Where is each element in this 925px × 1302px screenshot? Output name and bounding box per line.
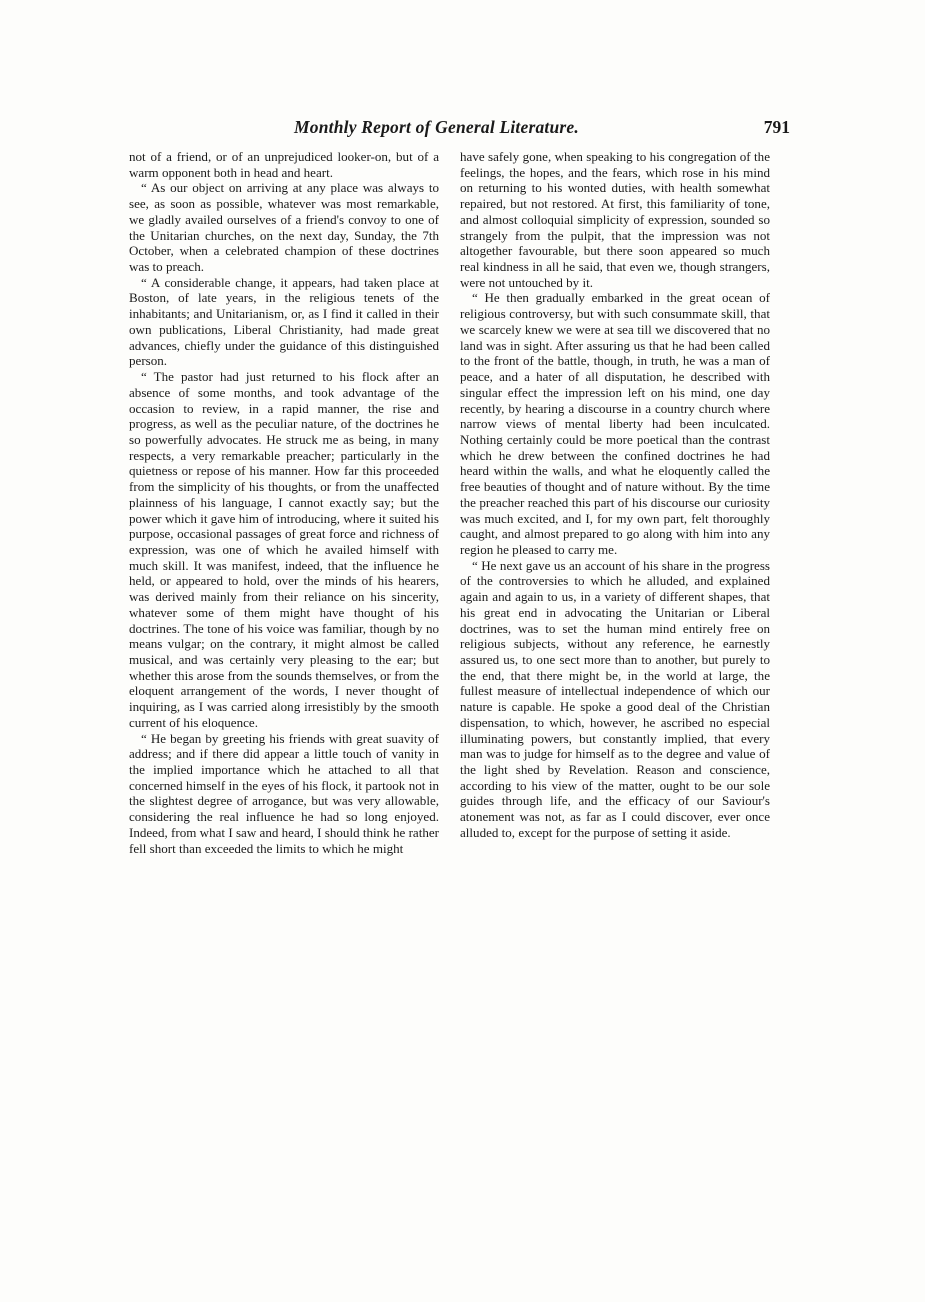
running-title: Monthly Report of General Literature. xyxy=(294,117,579,137)
page-number: 791 xyxy=(763,117,790,137)
paragraph: “ He next gave us an account of his share in the progress of the controversies to which he alluded, and explained again and again to us, in a variety of different shapes, that his great end in advocating the Unitarian or Liberal doctrines, was to set the human mind entirely free on religious subjects, without any reference, he earnestly assured us, to one sect more than to another, but purely to the end, that there might be, in the world at large, the fullest measure of intellectual independence of which our nature is capable. He spoke a good deal of the Christian dispensation, to which, however, he ascribed no especial illuminating powers, but constantly implied, that every man was to judge for himself as to the degree and value of the light shed by Revelation. Reason and conscience, according to his view of the matter, ought to be our sole guides through life, and the efficacy of our Saviour's atonement was not, as far as I could discover, ever once alluded to, except for the purpose of setting it aside. xyxy=(460,557,770,840)
paragraph: “ He began by greeting his friends with great suavity of address; and if there did appear a little touch of vanity in the implied importance which he attached to all that concerned himself in the eyes of his flock, it partook not in the slightest degree of arrogance, but was very allowable, considering the real influence he had so long enjoyed. Indeed, from what I saw and heard, I should think he rather fell short than exceeded the limits to which he might xyxy=(129,730,439,856)
paragraph: not of a friend, or of an unprejudiced looker-on, but of a warm opponent both in head and heart. xyxy=(129,149,439,180)
running-head xyxy=(130,117,790,137)
paragraph: “ He then gradually embarked in the great ocean of religious controversy, but with such consummate skill, that we scarcely knew we were at sea till we discovered that no land was in sight. After assuring us that he had been called to the front of the battle, though, in truth, he was a man of peace, and a hater of all disputation, he described with singular effect the impression left on his mind, one day recently, by hearing a discourse in a country church where narrow views of mental liberty had been inculcated. Nothing certainly could be more poetical than the contrast which he drew between the confined doctrines he had heard within the walls, and what he eloquently called the free beauties of thought and of nature without. By the time the preacher reached this part of his discourse our curiosity was much excited, and I, for my own part, felt thoroughly caught, and almost prepared to go along with him into any region he pleased to carry me. xyxy=(460,290,770,557)
left-column xyxy=(129,149,439,856)
right-column xyxy=(460,149,770,841)
paragraph: have safely gone, when speaking to his congregation of the feelings, the hopes, and the fears, which rose in his mind on returning to his wonted duties, with health somewhat repaired, but not restored. At first, this familiarity of tone, and almost colloquial simplicity of expression, sounded so strangely from the pulpit, that the impression was not altogether favourable, but there soon appeared so much real kindness in all he said, that even we, though strangers, were not untouched by it. xyxy=(460,149,770,290)
paragraph: “ As our object on arriving at any place was always to see, as soon as possible, whatever was most remarkable, we gladly availed ourselves of a friend's convoy to one of the Unitarian churches, on the next day, Sunday, the 7th October, when a celebrated champion of these doctrines was to preach. xyxy=(129,180,439,275)
paragraph: “ A considerable change, it appears, had taken place at Boston, of late years, in the religious tenets of the inhabitants; and Unitarianism, or, as I find it called in their own publications, Liberal Christianity, had made great advances, chiefly under the guidance of this distinguished person. xyxy=(129,274,439,369)
paragraph: “ The pastor had just returned to his flock after an absence of some months, and took advantage of the occasion to review, in a rapid manner, the rise and progress, as well as the peculiar nature, of the doctrines he so powerfully advocates. He struck me as being, in many respects, a very remarkable preacher; particularly in the quietness or repose of his manner. How far this proceeded from the simplicity of his thoughts, or from the unaffected plainness of his language, I cannot exactly say; but the power which it gave him of introducing, where it suited his purpose, occasional passages of great force and richness of expression, was one of which he availed himself with much skill. It was manifest, indeed, that the influence he held, or appeared to hold, over the minds of his hearers, was derived mainly from their reliance on his sincerity, whatever some of them might have thought of his doctrines. The tone of his voice was familiar, though by no means vulgar; on the contrary, it might almost be called musical, and was certainly very pleasing to the ear; but whether this arose from the sounds themselves, or from the eloquent arrangement of the words, I never thought of inquiring, as I was carried along irresistibly by the smooth current of his eloquence. xyxy=(129,369,439,730)
